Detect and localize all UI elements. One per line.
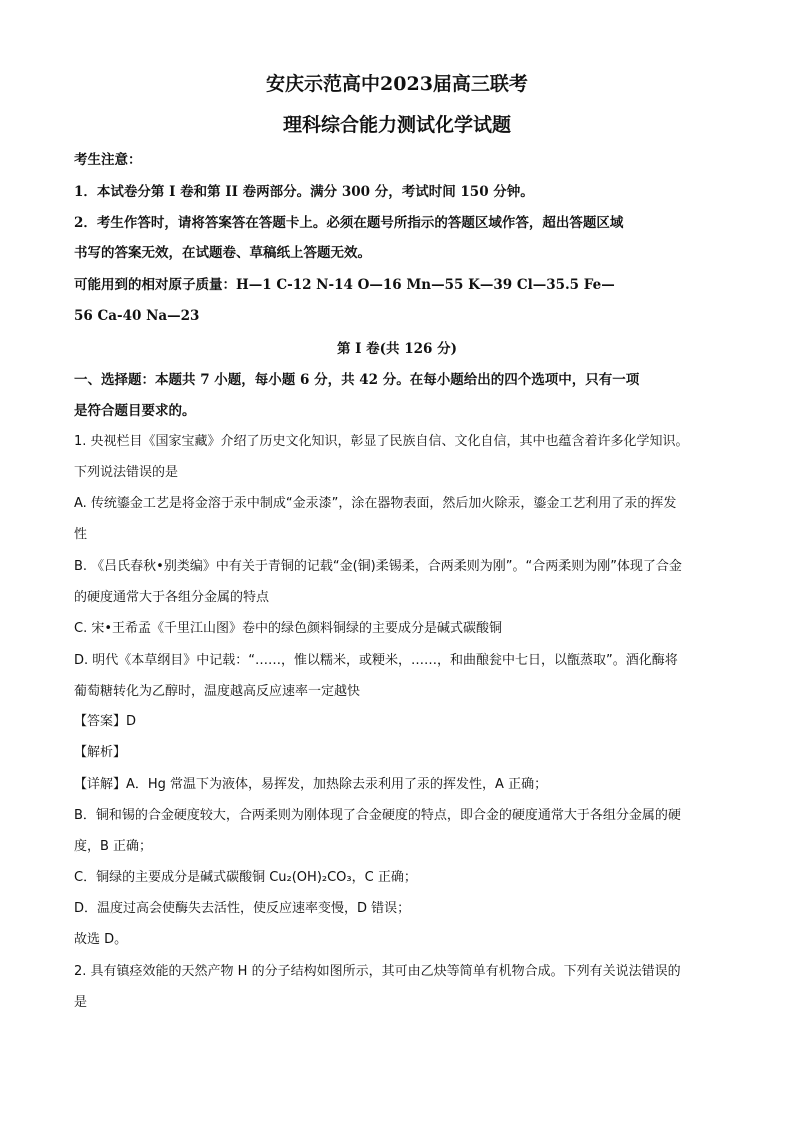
q1-option-b-line-1: B. 《吕氏春秋•别类编》中有关于青铜的记载“金(铜)柔锡柔，合两柔则为刚”。“合两柔则为刚”体现了合金: [74, 559, 682, 574]
exam-subtitle: 理科综合能力测试化学试题: [282, 114, 511, 136]
q1-detail-b-line-1: B．铜和锡的合金硬度较大，合两柔则为刚体现了合金硬度的特点，即合金的硬度通常大于各组分金属的硬: [74, 808, 681, 823]
q1-answer: 【答案】D: [74, 714, 137, 729]
q1-option-b-line-2: 的硬度通常大于各组分金属的特点: [74, 590, 270, 605]
q1-option-a-line-1: A. 传统鎏金工艺是将金溶于汞中制成“金汞漆”，涂在器物表面，然后加火除汞，鎏金工艺利用了汞的挥发: [74, 496, 677, 511]
notice-item-2-line-1: 2．考生作答时，请将答案答在答题卡上。必须在题号所指示的答题区域作答，超出答题区域: [74, 215, 624, 231]
q1-option-a-line-2: 性: [74, 527, 88, 542]
q1-option-d-line-2: 葡萄糖转化为乙醇时，温度越高反应速率一定越快: [74, 684, 361, 699]
q1-detail-b-line-2: 度，B 正确；: [74, 839, 153, 854]
atomic-mass-line-1: 可能用到的相对原子质量：H—1 C-12 N-14 O—16 Mn—55 K—39 Cl—35.5 Fe—: [74, 277, 615, 293]
q1-stem-line-2: 下列说法错误的是: [74, 465, 179, 480]
q1-detail-d: D．温度过高会使酶失去活性，使反应速率变慢，D 错误；: [74, 901, 411, 916]
notice-item-1: 1．本试卷分第 I 卷和第 II 卷两部分。满分 300 分，考试时间 150 分钟。: [74, 184, 534, 200]
q1-detail-c: C．铜绿的主要成分是碱式碳酸铜 Cu₂(OH)₂CO₃，C 正确；: [74, 870, 417, 885]
q1-conclusion: 故选 D。: [74, 932, 128, 947]
part-1-heading: 第 I 卷(共 126 分): [336, 341, 458, 357]
q1-option-c: C. 宋•王希孟《千里江山图》卷中的绿色颜料铜绿的主要成分是碱式碳酸铜: [74, 621, 503, 636]
q2-stem-line-1: 2. 具有镇痉效能的天然产物 H 的分子结构如图所示，其可由乙炔等简单有机物合成。下列有关说法错误的: [74, 964, 681, 979]
section-instruction-line-1: 一、选择题：本题共 7 小题，每小题 6 分，共 42 分。在每小题给出的四个选项中，只有一项: [74, 372, 640, 388]
notice-item-2-line-2: 书写的答案无效，在试题卷、草稿纸上答题无效。: [74, 245, 371, 261]
notice-heading: 考生注意：: [74, 152, 142, 168]
atomic-mass-line-2: 56 Ca-40 Na—23: [74, 308, 200, 324]
section-instruction-line-2: 是符合题目要求的。: [74, 403, 196, 419]
q2-stem-line-2: 是: [74, 995, 88, 1010]
exam-title: 安庆示范高中2023届高三联考: [266, 73, 528, 95]
q1-analysis-tag: 【解析】: [74, 745, 127, 760]
q1-stem-line-1: 1. 央视栏目《国家宝藏》介绍了历史文化知识，彰显了民族自信、文化自信，其中也蕴含着许多化学知识。: [74, 434, 689, 449]
q1-detail-a: 【详解】A．Hg 常温下为液体，易挥发，加热除去汞利用了汞的挥发性，A 正确；: [74, 777, 548, 792]
q1-option-d-line-1: D. 明代《本草纲目》中记载：“……，惟以糯米，或粳米，……，和曲酿瓮中七日，以甑蒸取”。酒化酶将: [74, 653, 678, 668]
